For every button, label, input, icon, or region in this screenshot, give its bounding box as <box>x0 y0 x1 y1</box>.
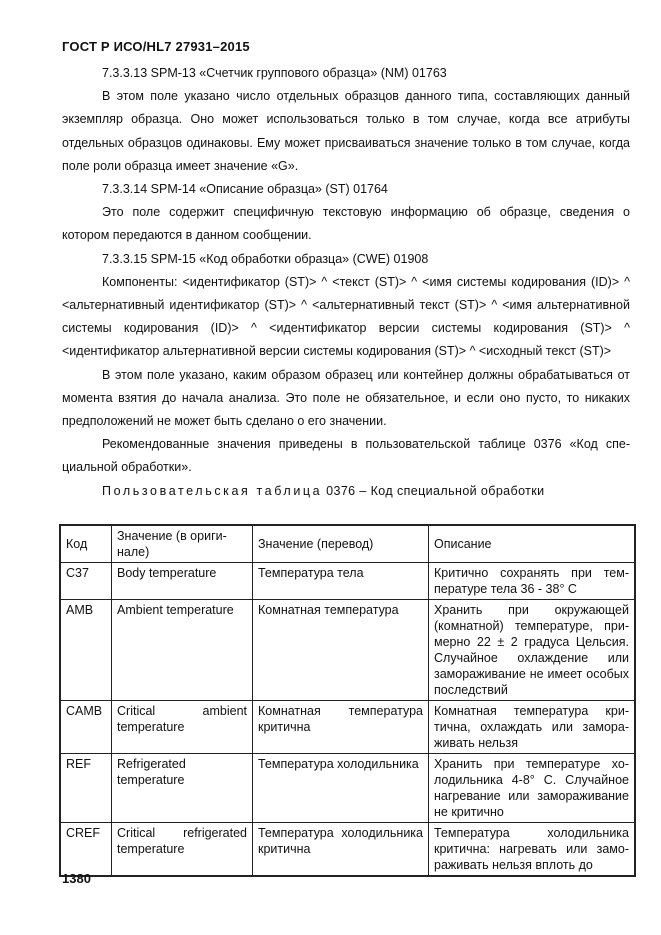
paragraph: Это поле содержит специфичную текстовую информацию об образце, сведения о котором передаются в данном сообщении. <box>62 205 630 243</box>
cell-original: Refrigerated temperature <box>112 754 253 823</box>
section-heading: 7.3.3.14 SPM-14 «Описание образца» (ST) 01764 <box>102 182 388 197</box>
cell-description: Хранить при температуре холодильника 4-8° C. Случайное нагревание или замораживание не критично <box>429 754 636 823</box>
cell-description: Критично сохранять при температуре тела 36 - 38° C <box>429 563 636 600</box>
paragraph: Компоненты: <идентификатор (ST)> ^ <текст (ST)> ^ <имя системы кодирования (ID)> ^ <альтернативный идентификатор (ST)> ^ <альтернативный текст (ST)> ^ <имя альтернативной системы кодирования (ID)> ^ <идентификатор версии системы кодирования (ST)> ^ <идентификатор альтернативной версии системы кодирования (ST)> ^ <исходный текст (ST)> <box>62 274 630 359</box>
paragraph: Рекомендованные значения приведены в пользовательской таблице 0376 «Код специальной обработки». <box>62 437 630 475</box>
cell-translation: Комнатная температура <box>253 600 429 701</box>
cell-original: Critical ambient temperature <box>112 701 253 754</box>
section-heading: 7.3.3.13 SPM-13 «Счетчик группового образца» (NM) 01763 <box>102 66 447 80</box>
column-header-translation: Значение (перевод) <box>253 525 429 563</box>
cell-original: Body temperature <box>112 563 253 600</box>
cell-original: Ambient temperature <box>112 600 253 701</box>
paragraph: В этом поле указано число отдельных образцов данного типа, составляющих данный экземпляр образца. Оно может использоваться только в том случае, когда все атрибуты отдельных образцов одинаковы. Ему может присваиваться значение только в том случае, когда поле роли образца имеет значение «G». <box>62 89 630 173</box>
table-header-row <box>60 525 635 563</box>
cell-translation: Комнатная температура критична <box>253 701 429 754</box>
cell-code: CAMB <box>60 701 112 754</box>
page-number: 1380 <box>62 871 91 886</box>
paragraph: В этом поле указано, каким образом образец или контейнер должны обрабатываться от момента взятия до начала анализа. Это поле не обязательное, и если оно пусто, то никаких предположений не может быть сделано о его значении. <box>62 367 630 429</box>
cell-translation: Температура холодильника критична <box>253 823 429 877</box>
table-row <box>60 754 635 823</box>
section-heading: 7.3.3.15 SPM-15 «Код обработки образца» (CWE) 01908 <box>102 251 429 266</box>
table-row <box>60 701 635 754</box>
cell-description: Хранить при окружающей (комнатной) температуре, примерно 22 ± 2 градуса Цельсия. Случайное охлаждение или замораживание не имеет особых последствий <box>429 600 636 701</box>
cell-code: REF <box>60 754 112 823</box>
column-header-code: Код <box>60 525 112 563</box>
cell-description: Температура холодильника критична: нагревать или замораживать нельзя вплоть до <box>429 823 636 877</box>
cell-translation: Температура холодильника <box>253 754 429 823</box>
body-text <box>62 62 630 503</box>
table-row <box>60 823 635 877</box>
cell-code: CREF <box>60 823 112 877</box>
cell-code: C37 <box>60 563 112 600</box>
table-caption <box>62 480 630 503</box>
document-header: ГОСТ Р ИСО/HL7 27931–2015 <box>62 39 250 54</box>
column-header-original: Значение (в оригинале) <box>112 525 253 563</box>
table-caption-prefix: Пользовательская таблица <box>102 483 323 498</box>
special-handling-table <box>59 524 636 877</box>
cell-original: Critical refrigerated temperature <box>112 823 253 877</box>
column-header-description: Описание <box>429 525 636 563</box>
cell-description: Комнатная температура критична, охлаждать или замораживать нельзя <box>429 701 636 754</box>
table-row <box>60 563 635 600</box>
cell-code: AMB <box>60 600 112 701</box>
table-caption-rest: 0376 – Код специальной обработки <box>326 483 545 498</box>
table-row <box>60 600 635 701</box>
cell-translation: Температура тела <box>253 563 429 600</box>
